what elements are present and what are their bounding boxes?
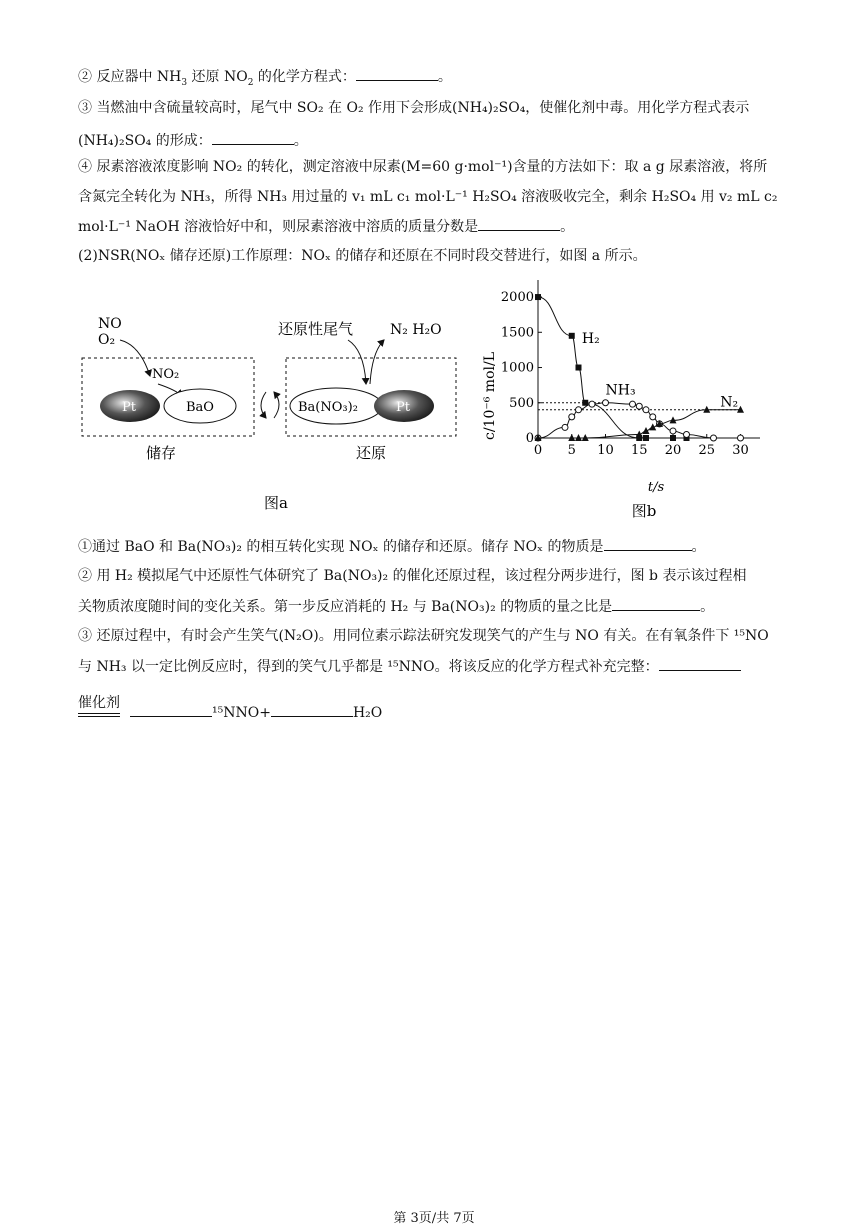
storage-label: 储存	[146, 444, 177, 462]
series-label-h2: H₂	[581, 330, 600, 347]
equation-mid: ¹⁵NNO+	[212, 705, 271, 721]
question-4-line-3	[78, 216, 574, 237]
answer-blank[interactable]	[659, 656, 741, 671]
answer-blank[interactable]	[612, 596, 700, 611]
question-b1-line	[78, 536, 706, 557]
answer-blank[interactable]	[212, 130, 294, 145]
equation-bar	[78, 713, 120, 714]
data-point-circle	[650, 414, 656, 420]
reduction-in-arrow	[348, 340, 366, 384]
x-tick-label: 5	[567, 443, 576, 458]
catalyst-label: 催化剂	[78, 695, 120, 711]
b1-suffix: 。	[691, 539, 706, 555]
equation-bar-2	[78, 716, 120, 717]
equation-line	[130, 702, 382, 723]
q4-text-c: mol·L⁻¹ NaOH 溶液恰好中和，则尿素溶液中溶质的质量分数是	[78, 219, 479, 235]
q2-text-a: ② 反应器中 NH	[78, 69, 182, 85]
data-point-circle	[589, 401, 595, 407]
data-point-circle	[684, 431, 690, 437]
data-point-triangle	[703, 406, 710, 413]
x-tick-label: 0	[533, 443, 543, 458]
series-line-0	[538, 297, 687, 438]
data-point-circle	[603, 400, 609, 406]
data-point-square	[670, 435, 676, 441]
pt-label-1: Pt	[122, 400, 136, 415]
gas-no-label: NO	[98, 316, 122, 332]
q3-text-a: ③ 当燃油中含硫量较高时，尾气中 SO₂ 在 O₂ 作用下会形成(NH₄)₂SO₄，使催化剂中毒。用化学方程式表示	[78, 100, 750, 116]
b2-text-a: ② 用 H₂ 模拟尾气中还原性气体研究了 Ba(NO₃)₂ 的催化还原过程，该过程分两步进行，图 b 表示该过程相	[78, 568, 747, 584]
question-4-line-1	[78, 157, 767, 177]
figure-b-caption: 图b	[631, 502, 657, 520]
answer-blank[interactable]	[604, 536, 692, 551]
part-2-text: (2)NSR(NOₓ 储存还原)工作原理：NOₓ 的储存和还原在不同时段交替进行，如图 a 所示。	[78, 248, 647, 264]
figure-a-caption: 图a	[264, 494, 288, 512]
b3-text-b: 与 NH₃ 以一定比例反应时，得到的笑气几乎都是 ¹⁵NNO。将该反应的化学方程式补充完整：	[78, 659, 659, 675]
y-tick-label: 1500	[500, 325, 534, 341]
b2-text-b: 关物质浓度随时间的变化关系。第一步反应消耗的 H₂ 与 Ba(NO₃)₂ 的物质的量之比是	[78, 599, 613, 615]
reducing-gas-label: 还原性尾气	[278, 320, 354, 338]
data-point-square	[576, 365, 582, 371]
series-label-nh3: NH₃	[605, 382, 636, 399]
b3-text-a: ③ 还原过程中，有时会产生笑气(N₂O)。用同位素示踪法研究发现笑气的产生与 NO 有关。在有氧条件下 ¹⁵NO	[78, 628, 769, 644]
x-tick-label: 25	[698, 443, 716, 458]
figure-a-diagram	[78, 300, 458, 520]
answer-blank[interactable]	[271, 702, 353, 717]
x-tick-label: 20	[664, 443, 682, 458]
data-point-square	[535, 294, 541, 300]
equation-end: H₂O	[352, 705, 383, 721]
part-2-intro	[78, 246, 647, 266]
products-label: N₂ H₂O	[390, 322, 442, 338]
data-point-circle	[576, 407, 582, 413]
data-point-circle	[711, 435, 717, 441]
x-tick-label: 10	[597, 443, 614, 458]
no2-label: NO₂	[152, 367, 180, 382]
x-tick-label: 15	[630, 443, 648, 458]
y-tick-label: 500	[509, 395, 534, 411]
data-point-circle	[630, 401, 636, 407]
q2-text-b: 还原 NO	[187, 69, 248, 85]
q2-suffix: 。	[437, 69, 452, 85]
question-3-line-2	[78, 130, 308, 151]
data-point-circle	[636, 403, 642, 409]
question-3-line-1	[78, 98, 749, 118]
data-point-circle	[569, 414, 575, 420]
b1-text: ①通过 BaO 和 Ba(NO₃)₂ 的相互转化实现 NOₓ 的储存和还原。储存 NOₓ 的物质是	[78, 539, 604, 555]
q4-suffix: 。	[560, 219, 575, 235]
series-label-n2: N₂	[720, 394, 739, 411]
q4-text-b: 含氮完全转化为 NH₃，所得 NH₃ 用过量的 v₁ mL c₁ mol·L⁻¹ H₂SO₄ 溶液吸收完全，剩余 H₂SO₄ 用 v₂ mL c₂	[78, 189, 778, 205]
cycle-arrow-left	[261, 392, 266, 418]
question-4-line-2	[78, 187, 777, 207]
data-point-circle	[670, 428, 676, 434]
pt-label-2: Pt	[396, 400, 410, 415]
b2-suffix: 。	[700, 599, 715, 615]
q2-text-c: 的化学方程式：	[253, 69, 356, 85]
question-b2-line-2	[78, 596, 714, 617]
x-tick-label: 30	[732, 443, 749, 458]
data-point-circle	[562, 424, 568, 430]
chart-x-axis-label: t/s	[647, 480, 665, 495]
data-point-square	[582, 400, 588, 406]
page-footer: 第 3页/共 7页	[393, 1211, 475, 1226]
answer-blank[interactable]	[130, 702, 212, 717]
data-point-circle	[738, 435, 744, 441]
data-point-square	[643, 435, 649, 441]
cycle-arrow-right	[274, 392, 279, 418]
data-point-circle	[643, 407, 649, 413]
catalyst-condition	[78, 692, 120, 717]
bao-label: BaO	[186, 400, 214, 415]
chart-y-axis-label: c/10⁻⁶ mol/L	[482, 351, 498, 441]
y-tick-label: 2000	[500, 290, 534, 306]
answer-blank[interactable]	[478, 216, 560, 231]
question-b3-line-1	[78, 626, 769, 646]
question-2-line: ② 反应器中 $NH_3$ 还原 $NO_2$ 的化学方程式： 。	[78, 66, 452, 93]
bano3-label: Ba(NO₃)₂	[298, 400, 358, 415]
q3-suffix: 。	[293, 133, 308, 149]
answer-blank[interactable]	[356, 66, 438, 81]
reduction-label: 还原	[356, 444, 387, 462]
question-b3-line-2	[78, 656, 741, 677]
reduction-out-arrow	[370, 340, 384, 384]
data-point-square	[569, 333, 575, 339]
question-b2-line-1	[78, 566, 746, 586]
q4-text-a: ④ 尿素溶液浓度影响 NO₂ 的转化，测定溶液中尿素(M=60 g·mol⁻¹)含量的方法如下：取 a g 尿素溶液，将所	[78, 159, 768, 175]
y-tick-label: 1000	[500, 360, 534, 376]
y-tick-label: 0	[525, 431, 534, 446]
q3-text-b: (NH₄)₂SO₄ 的形成：	[78, 133, 212, 149]
figure-b-chart	[474, 276, 774, 526]
gas-o2-label: O₂	[98, 332, 116, 348]
